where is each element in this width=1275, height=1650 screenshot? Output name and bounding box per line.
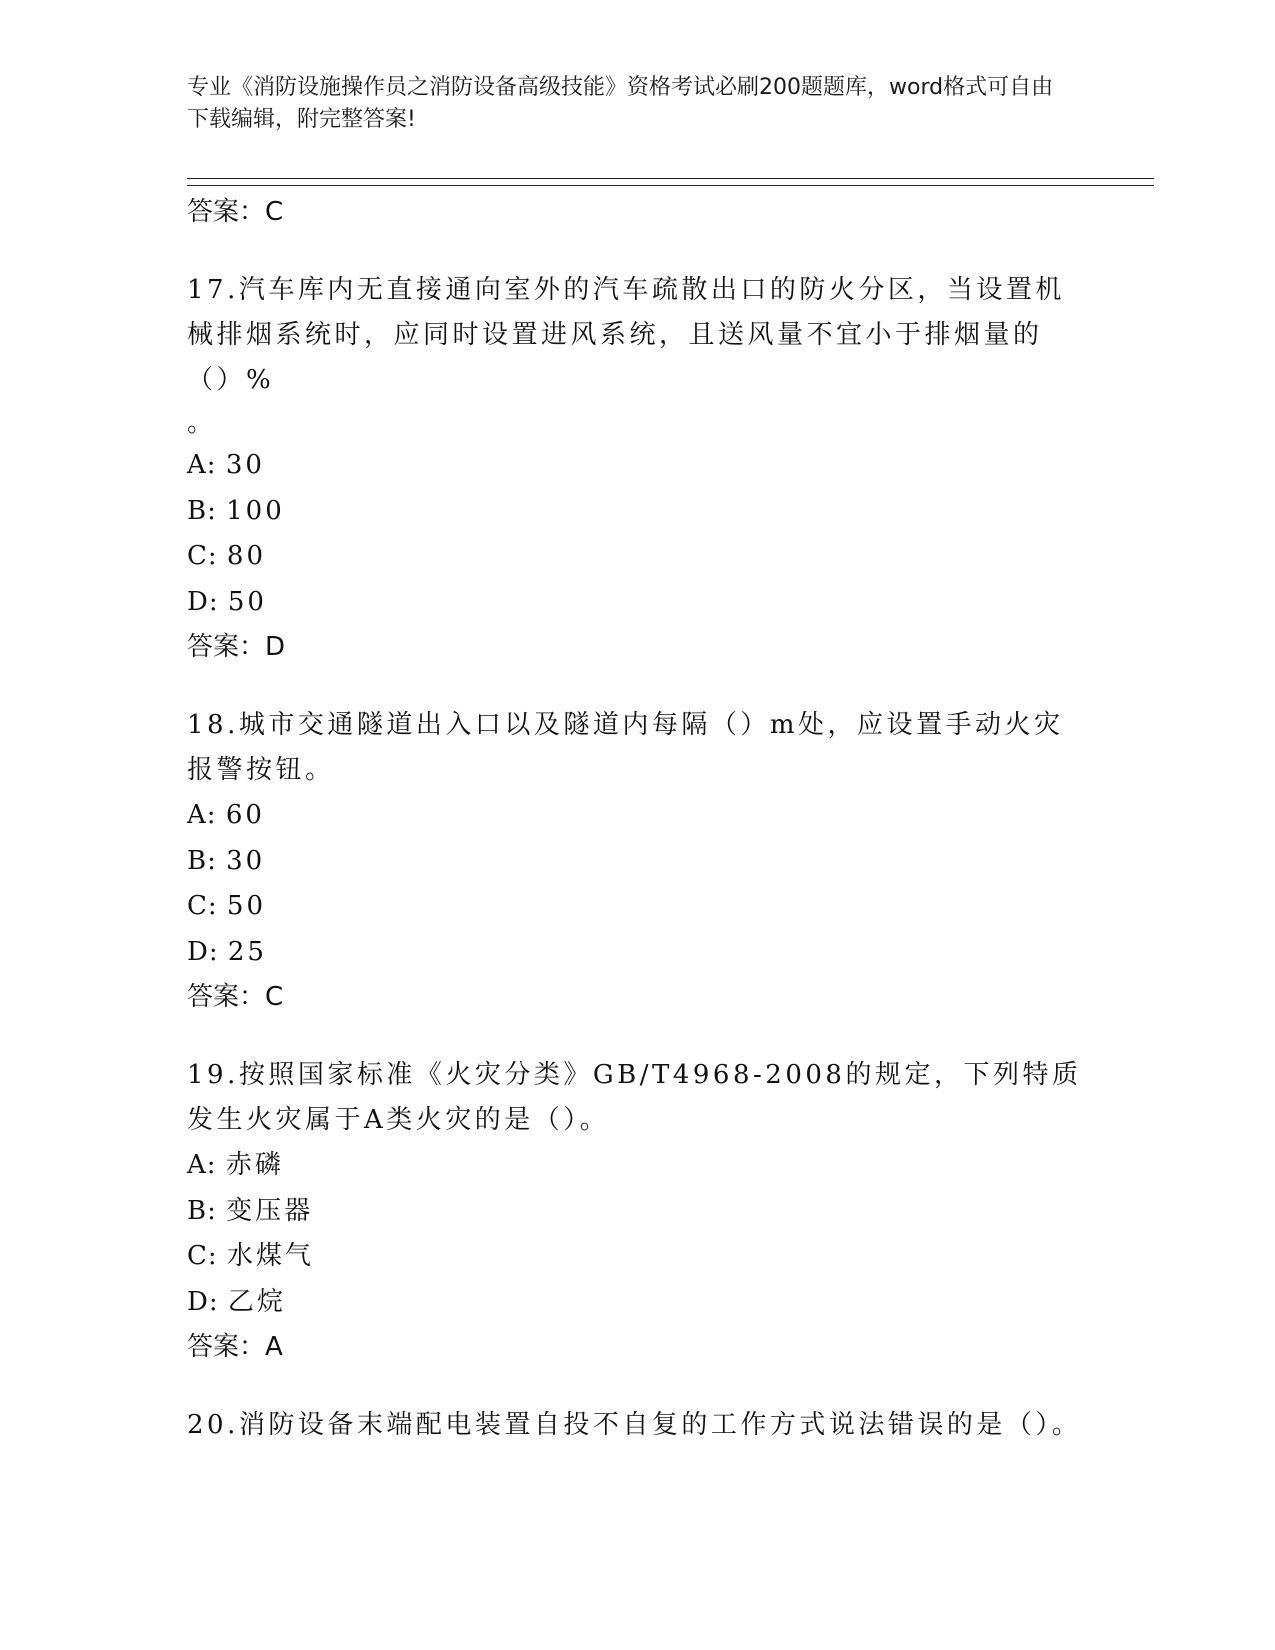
option-label: D:	[187, 1286, 219, 1317]
option-text: 乙烷	[227, 1286, 286, 1317]
option-label: A:	[187, 800, 217, 830]
option-label: D:	[187, 586, 219, 617]
question-19-option-b	[187, 1189, 1087, 1235]
option-text: 变压器	[226, 1195, 314, 1226]
option-label: A:	[187, 1150, 217, 1180]
header-divider	[187, 178, 1154, 186]
option-label: C:	[187, 891, 218, 921]
question-17-stem: 17.汽车库内无直接通向室外的汽车疏散出口的防火分区，当设置机械排烟系统时，应同时设置进风系统，且送风量不宜小于排烟量的（）%	[187, 275, 1065, 395]
option-text: 50	[226, 891, 267, 921]
question-17-option-c	[187, 534, 1087, 580]
option-text: 50	[227, 586, 267, 617]
question-18-option-b	[187, 839, 1087, 885]
option-label: C:	[187, 541, 218, 571]
answer-17: 答案：D	[187, 632, 286, 662]
header-text: 专业《消防设施操作员之消防设备高级技能》资格考试必刷200题题库，word格式可自由下载编辑，附完整答案!	[187, 75, 1054, 132]
question-list	[187, 190, 1087, 1448]
question-18-stem: 18.城市交通隧道出入口以及隧道内每隔（）m处，应设置手动火灾报警按钮。	[187, 710, 1064, 785]
option-text: 80	[226, 541, 267, 571]
option-label: B:	[187, 495, 217, 526]
question-19-option-c	[187, 1234, 1087, 1280]
question-18-option-a	[187, 793, 1087, 839]
option-label: D:	[187, 936, 219, 967]
option-label: B:	[187, 1195, 217, 1226]
question-18-option-c	[187, 884, 1087, 930]
question-18-option-d	[187, 930, 1087, 976]
question-19-option-a	[187, 1143, 1087, 1189]
question-20	[187, 1403, 1087, 1448]
option-text: 赤磷	[225, 1150, 284, 1180]
option-text: 100	[226, 495, 285, 526]
question-19	[187, 1053, 1087, 1369]
question-17-option-d	[187, 580, 1087, 626]
question-17	[187, 268, 1087, 669]
option-label: B:	[187, 845, 217, 876]
option-text: 水煤气	[226, 1241, 314, 1271]
question-18	[187, 703, 1087, 1019]
document-header	[187, 72, 1067, 136]
answer-19: 答案：A	[187, 1332, 283, 1362]
option-text: 60	[225, 800, 265, 830]
answer-18: 答案：C	[187, 982, 284, 1012]
option-label: C:	[187, 1241, 218, 1271]
option-text: 30	[225, 450, 265, 480]
option-text: 30	[226, 845, 266, 876]
option-text: 25	[227, 936, 267, 967]
question-19-stem: 19.按照国家标准《火灾分类》GB/T4968-2008的规定，下列特质发生火灾属于A类火灾的是（）。	[187, 1060, 1082, 1135]
answer-16: 答案：C	[187, 197, 284, 227]
question-19-option-d	[187, 1280, 1087, 1326]
option-label: A:	[187, 450, 217, 480]
question-20-stem: 20.消防设备末端配电装置自投不自复的工作方式说法错误的是（）。	[187, 1410, 1082, 1440]
question-17-stem-tail: 。	[187, 408, 214, 438]
question-17-option-a	[187, 443, 1087, 489]
question-17-option-b	[187, 489, 1087, 535]
